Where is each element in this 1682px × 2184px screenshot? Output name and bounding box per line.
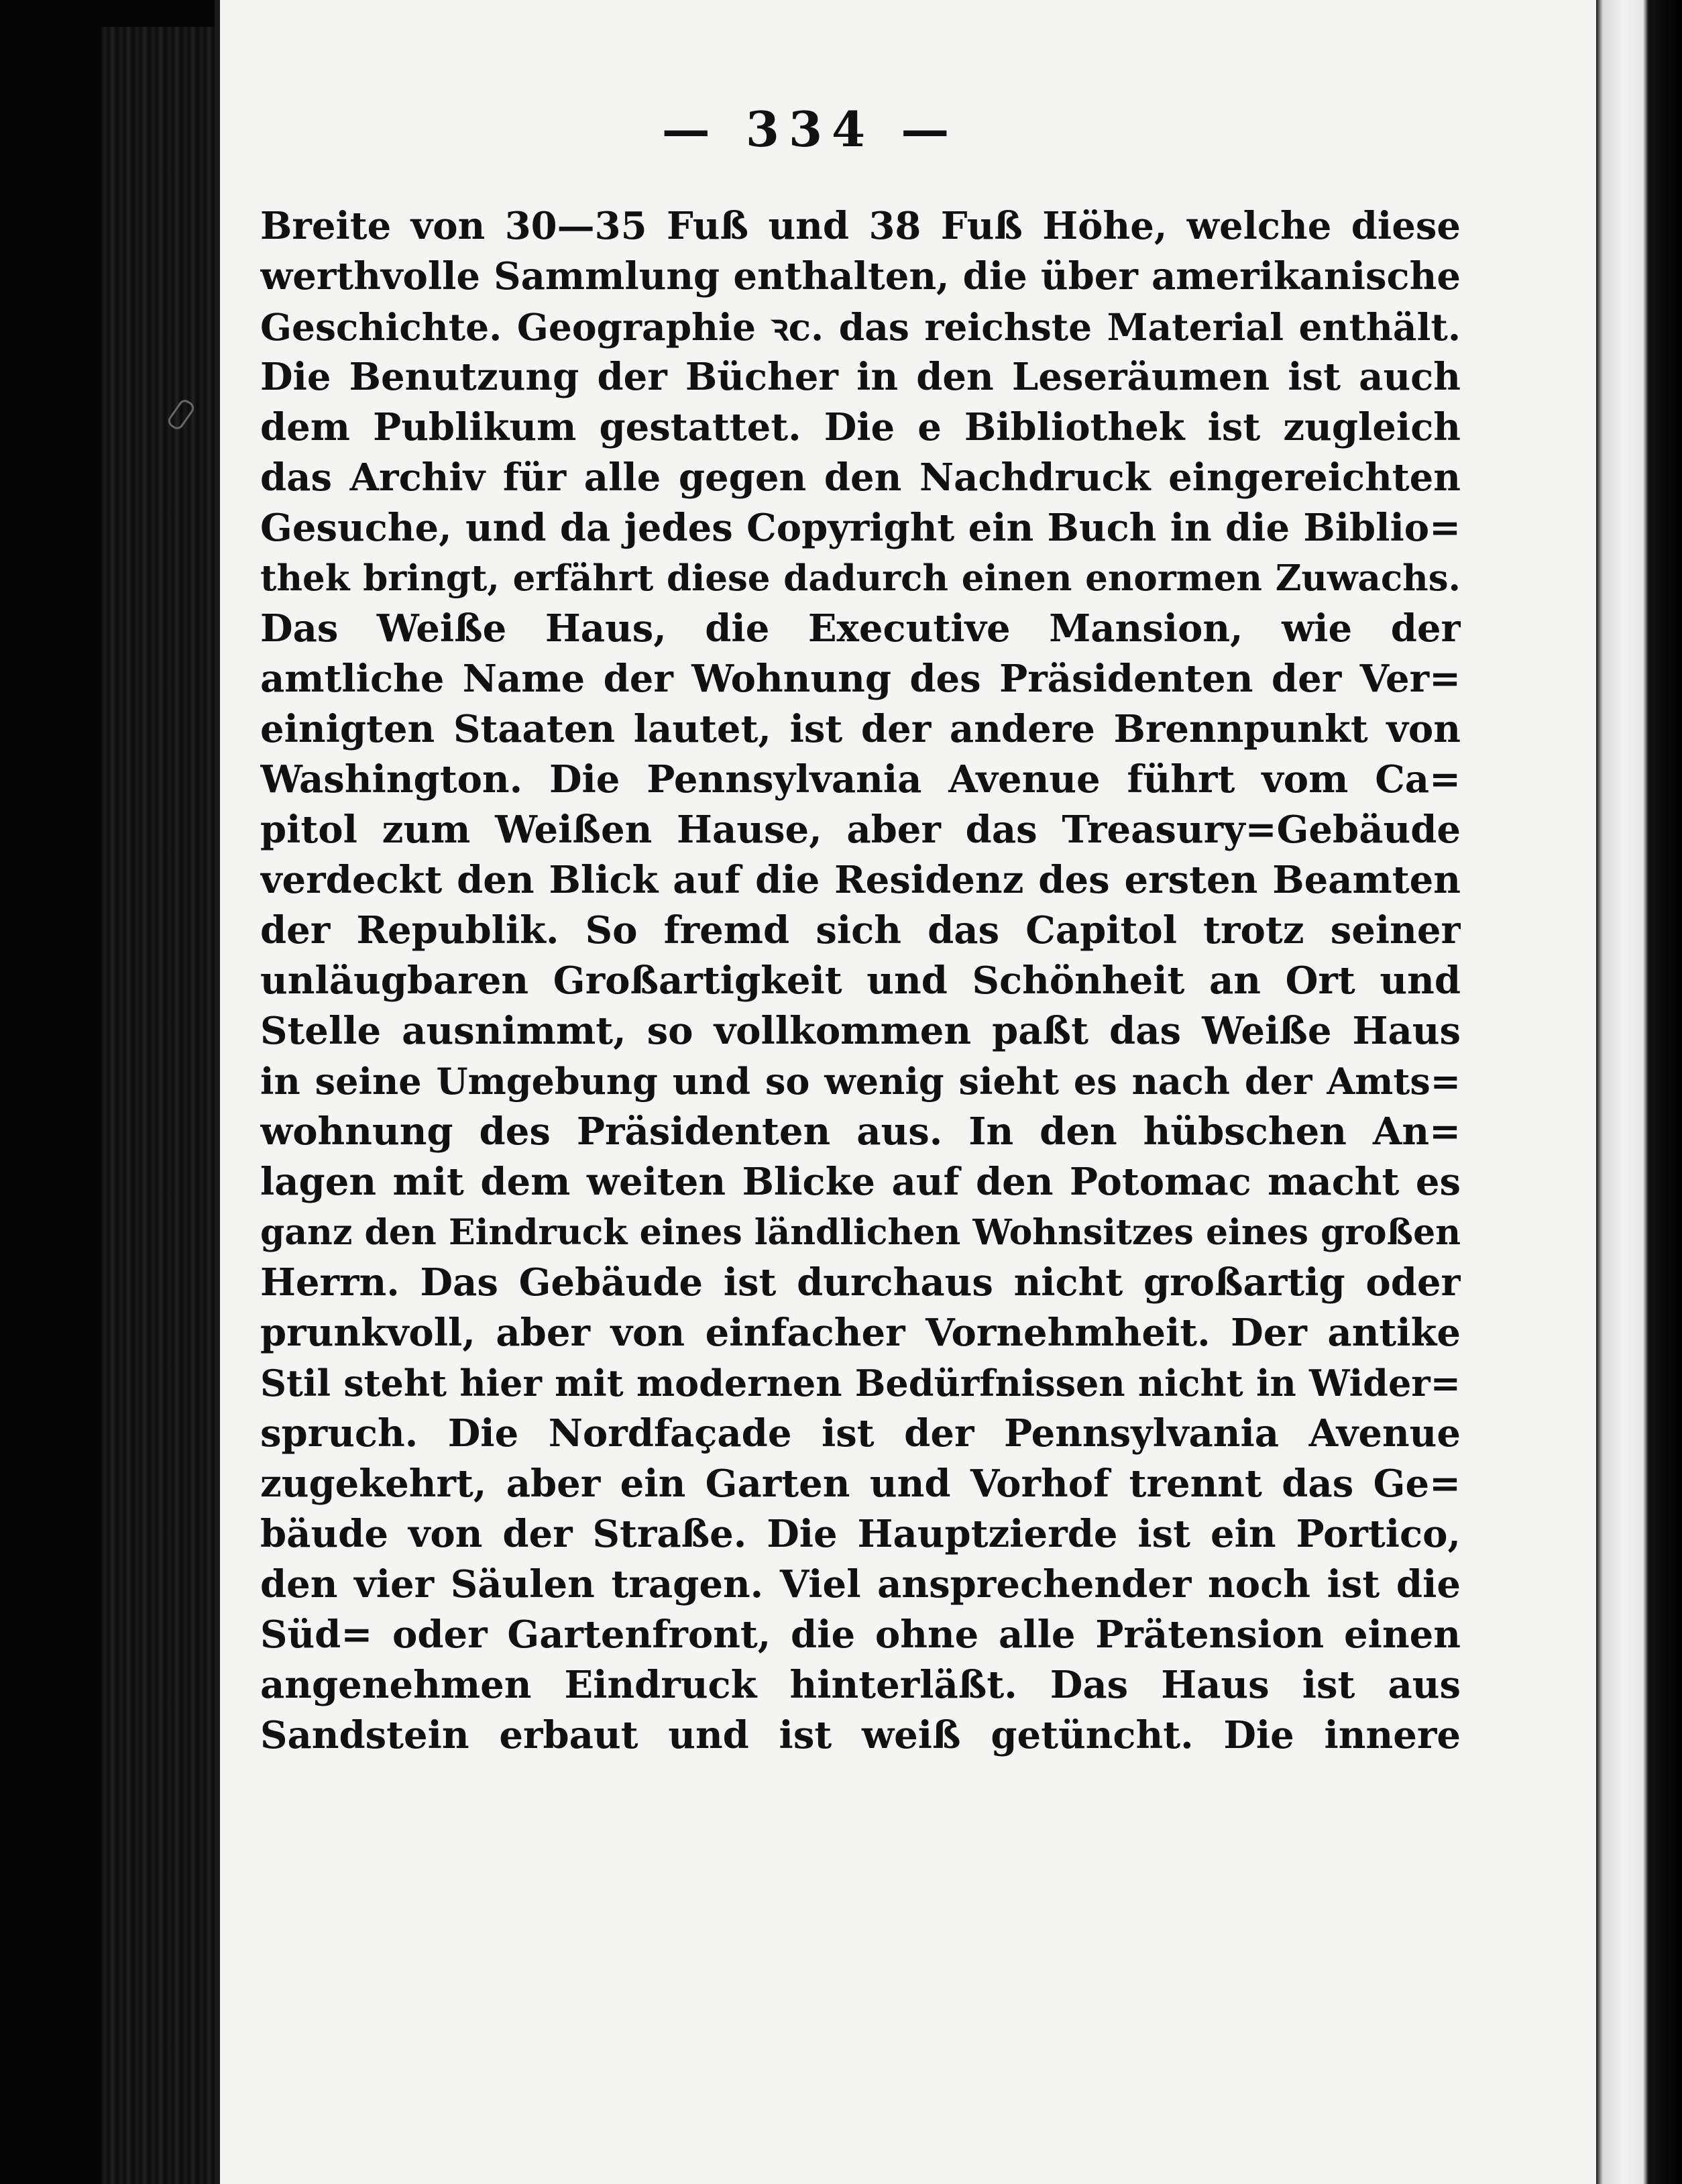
text-line: spruch. Die Nordfaçade ist der Pennsylvania Avenue bbox=[260, 1411, 1461, 1456]
book-spine-edge bbox=[101, 27, 221, 2184]
text-line: prunkvoll, aber von einfacher Vornehmheit. Der antike bbox=[260, 1311, 1461, 1355]
text-line: angenehmen Eindruck hinterläßt. Das Haus ist aus bbox=[260, 1663, 1461, 1707]
text-line: Stelle ausnimmt, so vollkommen paßt das Weiße Haus bbox=[260, 1009, 1461, 1053]
text-line: Geschichte. Geographie ꝛc. das reichste Material enthält. bbox=[260, 305, 1461, 349]
text-line: zugekehrt, aber ein Garten und Vorhof trennt das Ge= bbox=[260, 1462, 1461, 1506]
page-stack-edge bbox=[1596, 0, 1682, 2184]
text-line: den vier Säulen tragen. Viel ansprechender noch ist die bbox=[260, 1562, 1461, 1606]
text-line: thek bringt, erfährt diese dadurch einen enormen Zuwachs. bbox=[260, 557, 1461, 599]
text-line: verdeckt den Blick auf die Residenz des ersten Beamten bbox=[260, 858, 1461, 902]
text-line: dem Publikum gestattet. Die e Bibliothek ist zugleich bbox=[260, 405, 1461, 449]
text-line: ganz den Eindruck eines ländlichen Wohnsitzes eines großen bbox=[260, 1212, 1461, 1253]
text-line: werthvolle Sammlung enthalten, die über amerikanische bbox=[260, 254, 1461, 298]
text-line: Gesuche, und da jedes Copyright ein Buch in die Biblio= bbox=[260, 506, 1461, 550]
page-number: — 334 — bbox=[661, 101, 959, 158]
text-line: Süd= oder Gartenfront, die ohne alle Prätension einen bbox=[260, 1613, 1461, 1657]
text-line: Breite von 30—35 Fuß und 38 Fuß Höhe, welche diese bbox=[260, 204, 1461, 248]
text-line: das Archiv für alle gegen den Nachdruck eingereichten bbox=[260, 455, 1461, 500]
text-line: Stil steht hier mit modernen Bedürfnissen nicht in Wider= bbox=[260, 1362, 1461, 1405]
text-line: Sandstein erbaut und ist weiß getüncht. Die innere bbox=[260, 1713, 1461, 1757]
text-line: Herrn. Das Gebäude ist durchaus nicht großartig oder bbox=[260, 1260, 1461, 1305]
text-line: amtliche Name der Wohnung des Präsidenten der Ver= bbox=[260, 657, 1461, 701]
text-line: wohnung des Präsidenten aus. In den hübschen An= bbox=[260, 1109, 1461, 1154]
text-line: Die Benutzung der Bücher in den Leseräumen ist auch bbox=[260, 355, 1461, 399]
text-line: lagen mit dem weiten Blicke auf den Potomac macht es bbox=[260, 1160, 1461, 1204]
book-page bbox=[215, 0, 1596, 2184]
text-line: einigten Staaten lautet, ist der andere Brennpunkt von bbox=[260, 707, 1461, 751]
text-line: der Republik. So fremd sich das Capitol trotz seiner bbox=[260, 908, 1461, 952]
text-line: bäude von der Straße. Die Hauptzierde ist ein Portico, bbox=[260, 1512, 1461, 1556]
text-line: Das Weiße Haus, die Executive Mansion, wie der bbox=[260, 606, 1461, 651]
text-line: in seine Umgebung und so wenig sieht es nach der Amts= bbox=[260, 1060, 1461, 1103]
text-line: unläugbaren Großartigkeit und Schönheit an Ort und bbox=[260, 959, 1461, 1003]
text-line: pitol zum Weißen Hause, aber das Treasury=Gebäude bbox=[260, 808, 1461, 852]
text-line: Washington. Die Pennsylvania Avenue führt vom Ca= bbox=[260, 757, 1461, 802]
page-body-text bbox=[260, 201, 1461, 1761]
